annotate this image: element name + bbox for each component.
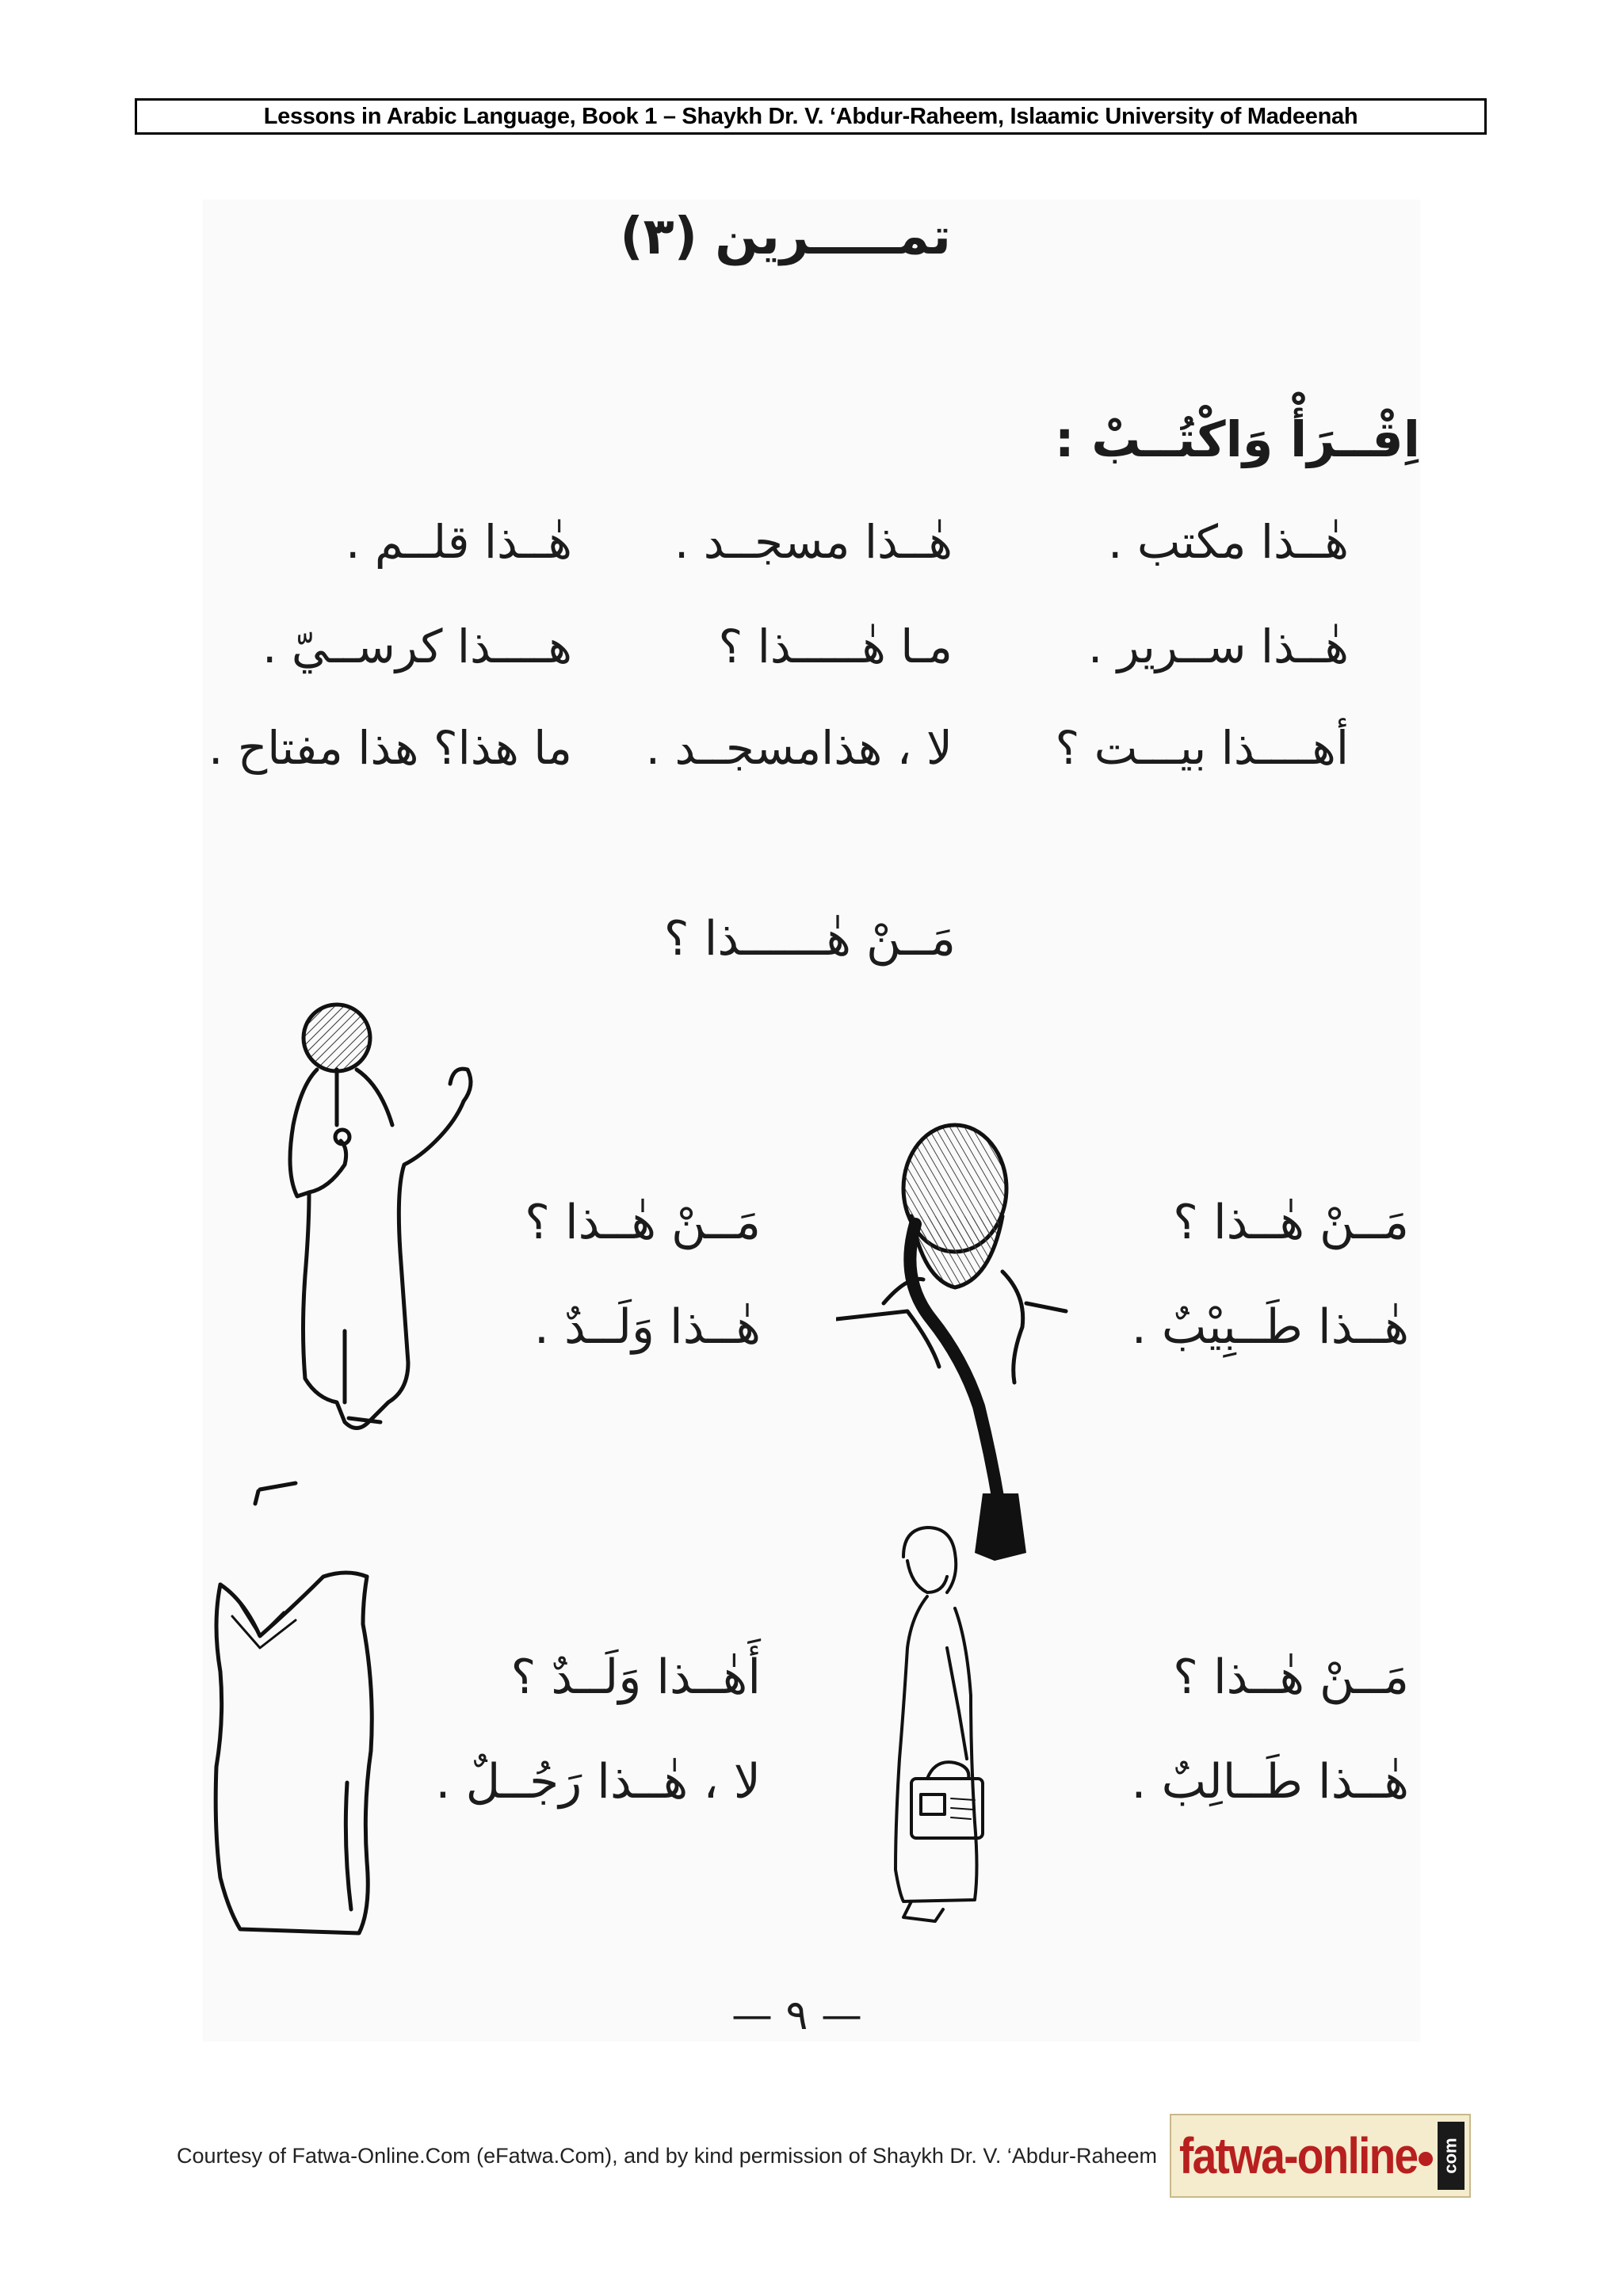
dialog-4-answer: لا ، هٰــذا رَجُــلٌ .	[435, 1754, 761, 1810]
dialog-1-question: مَــنْ هٰــذا ؟	[1173, 1195, 1409, 1250]
dialog-2-answer: هٰــذا وَلَــدٌ .	[533, 1299, 761, 1355]
fatwa-online-logo	[1170, 2114, 1471, 2198]
doctor-figure-icon	[836, 1121, 1074, 1561]
exercise-title: تمـــــرين (٣)	[620, 208, 951, 266]
document-header-title: Lessons in Arabic Language, Book 1 – Shaykh Dr. V. ‘Abdur-Raheem, Islaamic University of Madeenah	[263, 103, 1358, 129]
sentence-1-3: هٰــذا قلــم .	[346, 515, 572, 569]
sentence-3-1: أهــــذا بيـــت ؟	[1055, 721, 1349, 775]
dialog-1-answer: هٰــذا طَــبِيْبٌ .	[1131, 1299, 1409, 1355]
dialog-2-question: مَــنْ هٰــذا ؟	[525, 1195, 761, 1250]
page-number: — ٩ —	[731, 1992, 862, 2039]
sentence-2-2: مـا هٰـــــذا ؟	[718, 620, 953, 673]
sentence-1-1: هٰــذا مكتب .	[1108, 515, 1349, 569]
footer-credit: Courtesy of Fatwa-Online.Com (eFatwa.Com), and by kind permission of Shaykh Dr. V. ‘Abdur-Raheem	[177, 2144, 1158, 2168]
section-title: مَــنْ هٰــــــذا ؟	[663, 911, 956, 967]
logo-text: fatwa-online	[1179, 2127, 1418, 2184]
logo-dot-icon	[1419, 2152, 1433, 2166]
dialog-4-question: أَهٰــذا وَلَــدٌ ؟	[510, 1650, 761, 1705]
dialog-3-question: مَــنْ هٰــذا ؟	[1173, 1650, 1409, 1705]
exercise-instruction: اِقْــرَأْ وَاكْتُــبْ :	[1054, 410, 1420, 468]
sentence-3-2: لا ، هذامسجــد .	[645, 721, 953, 775]
sentence-3-3: ما هذا؟ هذا مفتاح .	[208, 721, 572, 775]
man-figure-icon	[204, 1466, 379, 1941]
sentence-2-1: هٰــذا ســرير .	[1087, 620, 1349, 673]
document-header	[135, 98, 1487, 135]
dialog-3-answer: هٰــذا طَــالِبٌ .	[1131, 1754, 1409, 1810]
student-figure-icon	[880, 1521, 1030, 1929]
logo-suffix: com	[1438, 2122, 1465, 2190]
boy-figure-icon	[269, 990, 491, 1442]
sentence-2-3: هــــذا كرســيّ .	[262, 620, 572, 673]
sentence-1-2: هٰــذا مسجــد .	[674, 515, 953, 569]
